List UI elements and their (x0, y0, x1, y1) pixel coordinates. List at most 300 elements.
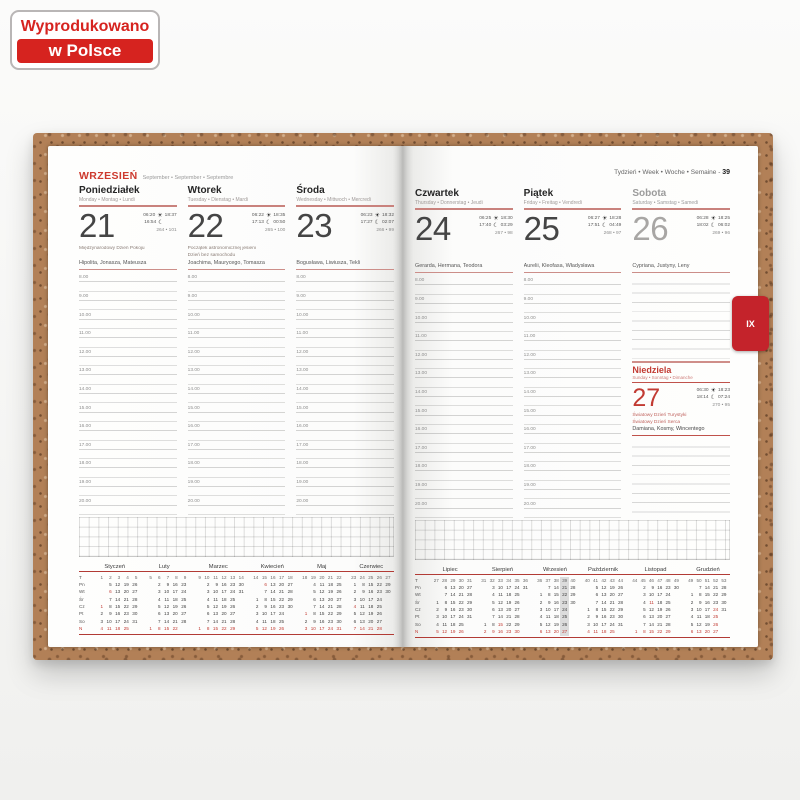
observance-line: Początek astronomicznej jesieni (187, 246, 256, 252)
week-number-cell: 16 (270, 574, 276, 580)
day-cell: 15 (497, 621, 503, 627)
hour-label: 8.00 (415, 278, 425, 284)
day-cell (237, 610, 246, 617)
week-number-cell: 33 (497, 577, 503, 583)
week-number-cell: 3 (117, 574, 121, 580)
day-cell: 22 (506, 621, 512, 627)
day-cell: 11 (262, 618, 267, 624)
day-cell: 19 (221, 604, 227, 610)
moonrise-moonset (479, 223, 512, 230)
day-cell: 21 (713, 584, 719, 590)
day-cell: 14 (648, 621, 654, 627)
month-title: WRZESIEŃ (79, 170, 138, 182)
week-number-cell: 49 (688, 577, 694, 583)
day-cell (480, 613, 488, 620)
day-cell (432, 591, 440, 598)
day-cell: 8 (264, 596, 267, 602)
day-cell: 20 (553, 629, 559, 635)
name-days: Cypriana, Justyny, Leny (632, 263, 730, 273)
half-hour-line (79, 468, 177, 477)
weekday-label: Śr (415, 599, 420, 605)
week-number-cell: 45 (640, 577, 646, 583)
day-cell: 17 (319, 626, 325, 632)
week-number-cell: 28 (442, 577, 448, 583)
hour-label: 9.00 (79, 294, 89, 300)
day-cell: 26 (230, 604, 236, 610)
day-cell (569, 628, 577, 635)
moon-icon: ☾ (374, 218, 380, 226)
day-cell: 5 (255, 626, 259, 632)
half-hour-line (188, 431, 286, 440)
hour-slot (188, 273, 286, 292)
squared-notes-band (79, 517, 394, 557)
day-cell: 25 (278, 618, 285, 624)
hour-line (296, 478, 394, 487)
hour-label: 13.00 (296, 368, 309, 374)
day-cell: 6 (158, 611, 161, 617)
hour-line (79, 403, 177, 412)
week-number-cell: 32 (489, 577, 495, 583)
day-cell: 7 (699, 584, 702, 590)
day-cell: 1 (483, 621, 487, 627)
day-cell: 23 (609, 614, 615, 620)
day-cell: 25 (514, 592, 520, 598)
day-cell: 30 (721, 599, 727, 605)
day-name: Czwartek (415, 188, 459, 199)
hour-slot (79, 496, 177, 515)
day-cell: 17 (704, 607, 710, 613)
day-cell: 10 (164, 589, 170, 595)
day-cell: 8 (699, 592, 702, 598)
hour-slot (524, 444, 622, 463)
half-hour-line (415, 360, 513, 369)
day-cell: 6 (492, 607, 495, 613)
hour-label: 16.00 (296, 424, 309, 430)
hour-line (79, 496, 177, 505)
day-cell: 16 (450, 607, 456, 613)
hour-line (296, 273, 394, 282)
day-cell: 8 (362, 581, 365, 587)
day-of-year: 264 • 101 (156, 227, 177, 233)
hour-label: 9.00 (296, 294, 306, 300)
hour-line (524, 462, 622, 471)
day-cell: 4 (100, 626, 104, 632)
half-hour-line (296, 357, 394, 366)
day-cell: 25 (181, 596, 187, 602)
day-cell: 24 (609, 621, 615, 627)
day-cell: 8 (548, 592, 551, 598)
hour-label: 19.00 (415, 483, 428, 489)
hour-line (524, 313, 622, 322)
date-row (632, 385, 730, 412)
day-cell: 4 (313, 581, 316, 587)
hour-line (79, 329, 177, 338)
week-number-cell: 36 (537, 577, 543, 583)
day-cell: 14 (704, 584, 710, 590)
day-cell (237, 618, 246, 625)
week-column-label: T (415, 577, 418, 583)
hour-label: 15.00 (415, 408, 428, 414)
day-cell: 4 (587, 629, 590, 635)
day-cell: 25 (665, 599, 671, 605)
day-cell (237, 596, 246, 603)
hour-label: 10.00 (415, 315, 428, 321)
day-cell: 21 (609, 599, 615, 605)
day-of-year: 268 • 97 (603, 230, 622, 236)
day-cell: 23 (181, 581, 187, 587)
mini-month-grid (686, 577, 730, 636)
day-cell: 9 (595, 614, 599, 620)
moonrise-time: 18:14 (696, 395, 709, 401)
day-cell: 10 (261, 611, 267, 617)
day-cell: 19 (172, 604, 178, 610)
hour-slot (296, 496, 394, 515)
day-cell (583, 591, 591, 598)
week-number-cell: 17 (278, 574, 285, 580)
day-cell: 20 (327, 596, 334, 602)
day-cell (521, 591, 529, 598)
day-cell: 28 (132, 596, 138, 602)
day-cell: 16 (704, 599, 710, 605)
day-cell: 3 (206, 589, 210, 595)
day-cell: 13 (450, 584, 456, 590)
observances (524, 249, 622, 263)
day-cell: 17 (553, 607, 559, 613)
day-cell: 16 (115, 611, 121, 617)
observances (188, 246, 286, 260)
half-hour-line (415, 341, 513, 350)
week-number-cell: 35 (514, 577, 520, 583)
day-cell: 2 (587, 614, 590, 620)
month-subtitle: September • September • Septembre (142, 175, 234, 181)
hour-line (188, 273, 286, 282)
hour-line (415, 406, 513, 415)
day-cell (631, 606, 639, 613)
day-cell: 13 (270, 581, 276, 587)
day-cell (194, 581, 203, 588)
hour-line (79, 273, 177, 282)
date-row (79, 207, 177, 245)
hour-line (524, 499, 622, 508)
day-cell (631, 591, 639, 598)
day-cell: 4 (353, 604, 357, 610)
day-cell: 19 (506, 599, 512, 605)
day-cell: 5 (539, 621, 543, 627)
hour-slot (296, 478, 394, 497)
day-cell: 31 (466, 614, 473, 620)
sunrise-time: 06:23 (360, 213, 373, 219)
day-cell: 23 (376, 589, 382, 595)
hour-line (188, 329, 286, 338)
hour-label: 14.00 (523, 390, 536, 396)
day-cell (383, 603, 392, 610)
day-cell: 14 (450, 592, 456, 598)
day-cell: 21 (562, 584, 568, 590)
day-cell: 27 (132, 589, 138, 595)
day-cell: 9 (109, 611, 112, 617)
hour-label: 17.00 (296, 442, 309, 448)
day-cell: 23 (665, 584, 671, 590)
day-cell: 18 (221, 596, 227, 602)
day-cell (631, 599, 639, 606)
moonset-time: 07:24 (718, 395, 731, 401)
day-cell: 7 (595, 599, 599, 605)
day-cell: 29 (665, 629, 671, 635)
sunday-top-rule (632, 361, 730, 362)
week-number-cell: 39 (562, 577, 568, 583)
hour-label: 14.00 (187, 387, 200, 393)
day-cell: 14 (319, 604, 325, 610)
observances (415, 249, 513, 263)
day-cell (521, 599, 529, 606)
half-hour-line (415, 397, 513, 406)
day-cell (672, 599, 680, 606)
day-cell: 1 (100, 604, 104, 610)
mini-month-name: Kwiecień (260, 564, 284, 570)
hour-line (79, 478, 177, 487)
half-hour-line (524, 453, 622, 462)
day-cell: 24 (181, 589, 187, 595)
mini-month-grid (96, 574, 141, 633)
week-number-cell: 27 (385, 574, 391, 580)
day-cell: 25 (376, 604, 382, 610)
hour-line (296, 459, 394, 468)
day-cell: 20 (368, 618, 374, 624)
week-number-cell: 9 (198, 574, 201, 580)
day-cell: 5 (643, 607, 646, 613)
day-cell: 31 (238, 589, 244, 595)
half-hour-line (79, 487, 177, 496)
week-column-label: T (79, 574, 82, 580)
day-cell: 28 (287, 589, 293, 595)
hour-label: 18.00 (415, 464, 428, 470)
hour-line (415, 313, 513, 322)
weekday-label: Wt (79, 589, 85, 595)
sunset-time: 18:25 (718, 216, 731, 222)
day-cell: 28 (466, 592, 473, 598)
hour-grid (415, 276, 513, 518)
day-cell: 1 (149, 626, 152, 632)
hour-slot (415, 369, 513, 388)
half-hour-line (188, 320, 286, 329)
week-number-cell: 18 (287, 574, 293, 580)
day-cell: 12 (442, 629, 448, 635)
day-name: Piątek (523, 188, 554, 199)
day-cell: 22 (458, 599, 464, 605)
hour-line (79, 292, 177, 301)
day-cell: 20 (458, 584, 464, 590)
mini-month-grid (432, 577, 476, 636)
day-cell (194, 596, 203, 603)
half-hour-line (524, 471, 622, 480)
hour-slot (188, 496, 286, 515)
day-cell: 28 (376, 626, 382, 632)
day-cell: 12 (696, 621, 702, 627)
hour-line (415, 425, 513, 434)
week-number-cell: 7 (166, 574, 170, 580)
day-cell (194, 588, 203, 595)
name-days: Gerarda, Hermana, Teodora (415, 263, 513, 273)
hour-slot (79, 348, 177, 367)
moon-icon: ☾ (710, 394, 716, 402)
half-hour-line (188, 450, 286, 459)
day-cell: 22 (657, 629, 663, 635)
day-cell: 20 (506, 607, 512, 613)
day-cell: 12 (319, 589, 325, 595)
day-cell: 20 (123, 589, 129, 595)
hour-grid (188, 273, 286, 515)
sunrise-time: 06:27 (587, 216, 600, 222)
day-cell: 16 (270, 604, 276, 610)
day-of-year: 269 • 96 (712, 230, 731, 236)
hour-label: 14.00 (415, 390, 428, 396)
day-cell: 17 (270, 611, 276, 617)
mini-month-name: Grudzień (696, 567, 720, 573)
week-number-cell: 11 (213, 574, 219, 580)
day-cell: 3 (304, 626, 308, 632)
hour-line (296, 403, 394, 412)
observances (296, 246, 394, 260)
moon-icon: ☾ (601, 221, 608, 229)
day-cell (521, 621, 529, 628)
day-cell: 26 (617, 584, 624, 590)
day-cell: 26 (458, 629, 464, 635)
day-cell: 2 (206, 581, 210, 587)
day-cell: 1 (198, 626, 201, 632)
day-cell: 12 (212, 604, 219, 610)
date-row (296, 207, 395, 245)
day-cell: 5 (313, 589, 316, 595)
hour-label: 17.00 (187, 442, 200, 448)
day-cell: 22 (562, 592, 568, 598)
hour-label: 18.00 (79, 461, 92, 467)
day-cell: 27 (514, 607, 520, 613)
half-hour-line (79, 394, 177, 403)
day-cell: 21 (278, 589, 285, 595)
hour-slot (296, 403, 394, 422)
day-cell: 25 (713, 614, 719, 620)
week-number-cell: 19 (310, 574, 316, 580)
day-cell: 21 (172, 618, 178, 624)
week-number-cell: 4 (126, 574, 129, 580)
day-cell: 19 (657, 607, 663, 613)
day-cell: 23 (713, 599, 719, 605)
half-hour-line (79, 375, 177, 384)
half-hour-line (415, 285, 513, 294)
hour-slot (296, 348, 394, 367)
day-cell: 21 (221, 618, 227, 624)
day-cell: 4 (643, 599, 646, 605)
mini-calendar-body (79, 571, 394, 635)
day-cell: 11 (696, 614, 702, 620)
day-cell: 30 (238, 581, 244, 587)
hour-slot (188, 310, 286, 329)
hour-label: 12.00 (523, 352, 536, 358)
day-cell: 29 (230, 626, 236, 632)
day-cell: 2 (158, 581, 161, 587)
day-cell: 5 (109, 581, 112, 587)
weekday-label: Cz (79, 604, 85, 610)
day-cell: 26 (376, 611, 382, 617)
day-cell: 19 (609, 584, 615, 590)
week-number-cell: 30 (458, 577, 464, 583)
day-cell: 22 (172, 626, 178, 632)
moonrise-moonset (361, 220, 394, 227)
day-cell: 13 (359, 618, 365, 624)
day-cell: 9 (492, 629, 495, 635)
day-cell (521, 628, 529, 635)
day-cell: 6 (353, 618, 357, 624)
week-number-cell: 26 (376, 574, 382, 580)
week-number-cell: 12 (221, 574, 227, 580)
day-cell: 24 (230, 589, 236, 595)
hour-slot (188, 292, 286, 311)
week-number-cell: 31 (466, 577, 473, 583)
day-cell: 5 (690, 621, 694, 627)
day-cell (672, 606, 680, 613)
day-cell: 25 (336, 581, 342, 587)
mini-month-grid (300, 574, 345, 633)
day-cell: 6 (109, 589, 112, 595)
day-cell: 15 (450, 599, 456, 605)
half-hour-line (296, 468, 394, 477)
hour-line (296, 329, 394, 338)
day-cell (631, 613, 639, 620)
day-column-25 (524, 188, 622, 518)
week-number-cell: 14 (238, 574, 244, 580)
week-number-cell: 1 (100, 574, 104, 580)
day-cell: 1 (539, 592, 543, 598)
mini-calendars-jul-dec (415, 566, 730, 638)
hour-slot (524, 499, 622, 518)
day-cell: 28 (514, 614, 520, 620)
week-number-cell: 8 (175, 574, 178, 580)
half-hour-line (296, 338, 394, 347)
day-cell: 14 (270, 589, 276, 595)
hour-slot (188, 441, 286, 460)
day-cell: 25 (562, 614, 568, 620)
day-cell: 14 (164, 618, 170, 624)
hour-slot (79, 422, 177, 441)
day-cell: 18 (172, 596, 178, 602)
day-cell: 22 (609, 607, 615, 613)
day-cell: 28 (570, 584, 576, 590)
day-cell: 29 (514, 621, 520, 627)
hour-label: 20.00 (296, 498, 309, 504)
day-cell: 2 (643, 584, 646, 590)
half-hour-line (415, 304, 513, 313)
day-cell: 28 (230, 618, 236, 624)
hour-line (415, 388, 513, 397)
day-cell: 26 (278, 626, 285, 632)
weekday-label: So (79, 618, 85, 624)
hour-slot (296, 422, 394, 441)
hour-line (188, 385, 286, 394)
name-days: Damiana, Kosmy, Wincentego (632, 426, 730, 436)
hour-label: 14.00 (79, 387, 92, 393)
hour-line (296, 348, 394, 357)
day-cell (569, 621, 577, 628)
day-cell: 7 (444, 592, 448, 598)
hour-label: 18.00 (523, 464, 536, 470)
weekday-label-column (415, 577, 428, 636)
hour-slot (188, 459, 286, 478)
hour-line (524, 295, 622, 304)
sun-moon-times (361, 210, 394, 244)
hour-slot (415, 351, 513, 370)
sunset-time: 18:35 (273, 213, 286, 219)
half-hour-line (524, 304, 622, 313)
